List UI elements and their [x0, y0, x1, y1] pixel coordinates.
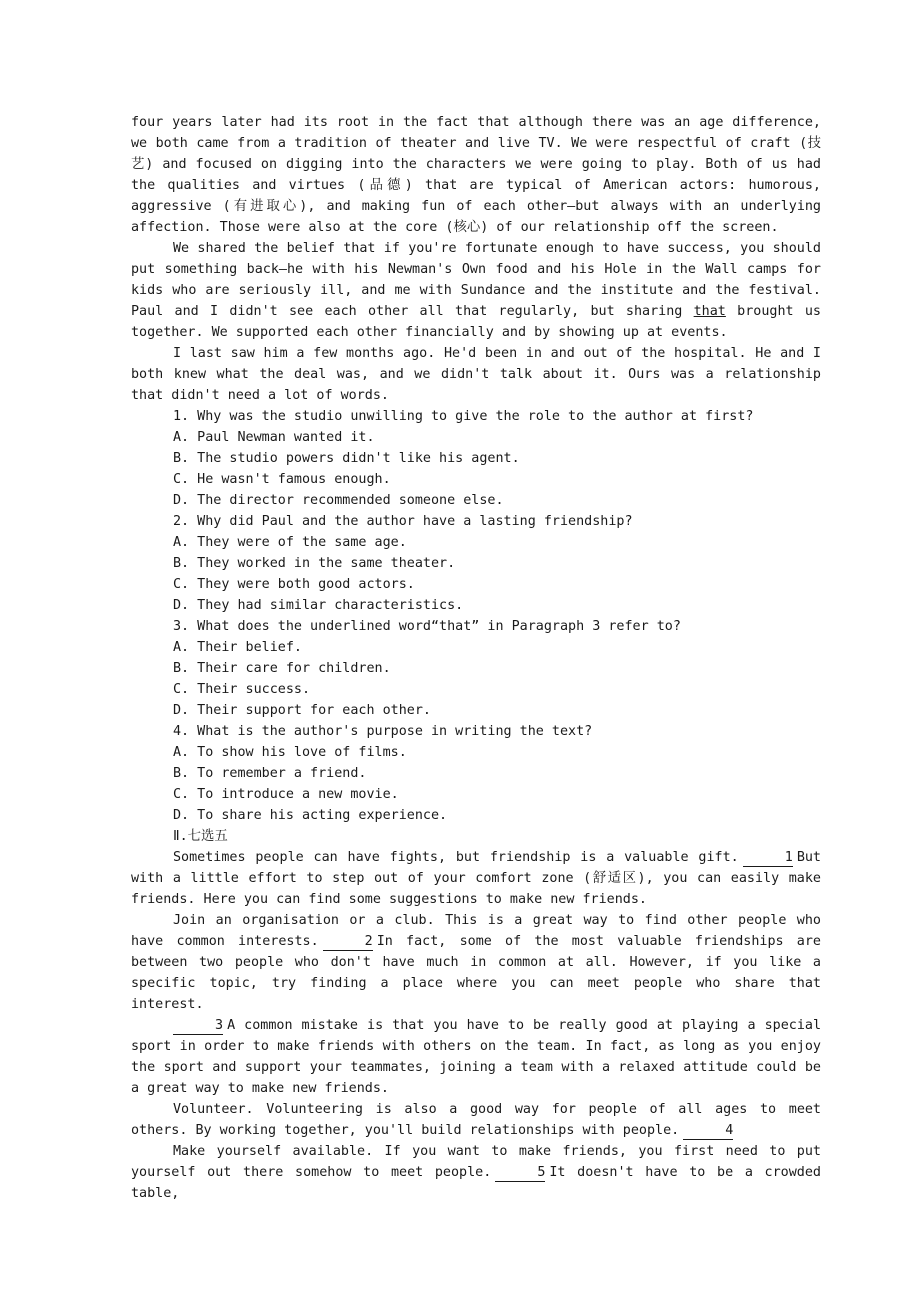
document-page	[131, 112, 821, 1204]
cloze-text: A common mistake is that you have to be really good at playing a special sport in order to make friends with others on the team. In fact, as long as you enjoy the sport and support your teammates, joining a team with a relaxed attitude could be a great way to make new friends.	[131, 1018, 821, 1096]
cloze-text: It doesn't have to be a crowded table,	[131, 1165, 821, 1201]
question-stem: 4. What is the author's purpose in writing the text?	[173, 724, 593, 739]
option-a: A. They were of the same age.	[173, 535, 407, 550]
question-4	[131, 721, 821, 826]
question-stem: 1. Why was the studio unwilling to give the role to the author at first?	[173, 409, 754, 424]
paragraph-2	[131, 238, 821, 343]
cloze-text: Sometimes people can have fights, but friendship is a valuable gift.	[173, 850, 739, 865]
blank-4[interactable]: 4	[683, 1123, 733, 1140]
question-stem: 2. Why did Paul and the author have a lasting friendship?	[173, 514, 633, 529]
question-3	[131, 616, 821, 721]
option-b: B. The studio powers didn't like his agent.	[173, 451, 520, 466]
option-d: D. The director recommended someone else.	[173, 493, 504, 508]
blank-5[interactable]: 5	[495, 1165, 545, 1182]
option-c: C. He wasn't famous enough.	[173, 472, 391, 487]
cloze-paragraph-1	[131, 847, 821, 910]
question-stem: 3. What does the underlined word“that” in Paragraph 3 refer to?	[173, 619, 681, 634]
blank-1[interactable]: 1	[743, 850, 793, 867]
option-d: D. Their support for each other.	[173, 703, 431, 718]
cloze-paragraph-3	[131, 1015, 821, 1099]
cloze-paragraph-5	[131, 1141, 821, 1204]
option-b: B. They worked in the same theater.	[173, 556, 456, 571]
option-c: C. They were both good actors.	[173, 577, 415, 592]
option-b: B. To remember a friend.	[173, 766, 367, 781]
paragraph-2-text-b: brought us together. We supported each other financially and by showing up at events.	[131, 304, 821, 340]
paragraph-3: I last saw him a few months ago. He'd been in and out of the hospital. He and I both knew what the deal was, and we didn't talk about it. Ours was a relationship that didn't need a lot of words.	[131, 346, 821, 403]
option-d: D. To share his acting experience.	[173, 808, 448, 823]
cloze-text: In fact, some of the most valuable friendships are between two people who don't have much in common at all. However, if you like a specific topic, try finding a place where you can meet people who share that interest.	[131, 934, 821, 1012]
blank-3[interactable]: 3	[173, 1018, 223, 1035]
option-c: C. Their success.	[173, 682, 311, 697]
paragraph-1: four years later had its root in the fact that although there was an age difference, we both came from a tradition of theater and live TV. We were respectful of craft (技艺) and focused on digging into the characters we were going to play. Both of us had the qualities and virtues (品德) that are typical of American actors: humorous, aggressive (有进取心), and making fun of each other—but always with an underlying affection. Those were also at the core (核心) of our relationship off the screen.	[131, 115, 821, 235]
option-b: B. Their care for children.	[173, 661, 391, 676]
cloze-paragraph-2	[131, 910, 821, 1015]
paragraph-2-text-a: We shared the belief that if you're fortunate enough to have success, you should put something back—he with his Newman's Own food and his Hole in the Wall camps for kids who are seriously ill, and me with Sundance and the institute and the festival. Paul and I didn't see each other all that regularly, but sharing	[131, 241, 821, 319]
cloze-text: Make yourself available. If you want to make friends, you first need to put yourself out there somehow to meet people.	[131, 1144, 821, 1180]
cloze-text: Volunteer. Volunteering is also a good way for people of all ages to meet others. By working together, you'll build relationships with people.	[131, 1102, 821, 1138]
option-a: A. To show his love of films.	[173, 745, 407, 760]
blank-2[interactable]: 2	[323, 934, 373, 951]
section-heading: Ⅱ.七选五	[173, 829, 228, 844]
option-d: D. They had similar characteristics.	[173, 598, 464, 613]
question-1	[131, 406, 821, 511]
cloze-paragraph-4	[131, 1099, 821, 1141]
cloze-text: Join an organisation or a club. This is a great way to find other people who have common interests.	[131, 913, 821, 949]
option-a: A. Their belief.	[173, 640, 302, 655]
cloze-text: But with a little effort to step out of your comfort zone (舒适区), you can easily make friends. Here you can find some suggestions to make new friends.	[131, 850, 821, 907]
underlined-word-that: that	[693, 304, 726, 319]
option-c: C. To introduce a new movie.	[173, 787, 399, 802]
option-a: A. Paul Newman wanted it.	[173, 430, 375, 445]
question-2	[131, 511, 821, 616]
